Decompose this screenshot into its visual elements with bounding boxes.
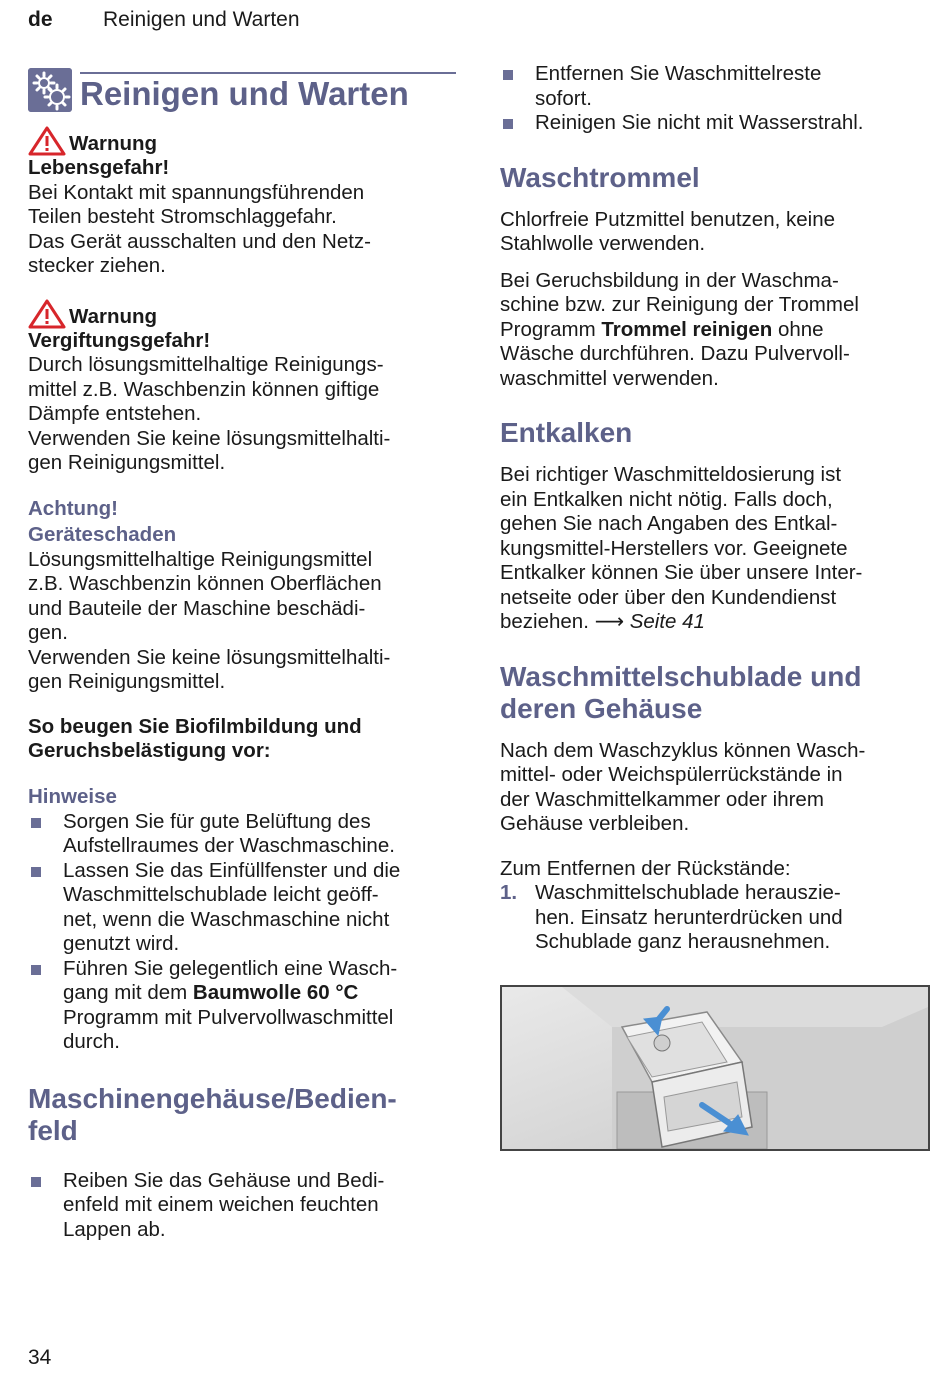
list-item: Entfernen Sie Waschmittelreste sofort. bbox=[500, 62, 930, 111]
warning-electric bbox=[28, 126, 456, 279]
list-item: Lassen Sie das Einfüllfenster und die Waschmittelschublade leicht geöff- net, wenn die Waschmaschine nicht genutzt wird. bbox=[28, 859, 456, 957]
list-item: Sorgen Sie für gute Belüftung des Aufstellraumes der Waschmaschine. bbox=[28, 810, 456, 859]
list-item: Reiben Sie das Gehäuse und Bedi- enfeld mit einem weichen feuchten Lappen ab. bbox=[28, 1169, 456, 1243]
warning-title: Lebensgefahr! bbox=[28, 156, 170, 179]
drum-title: Waschtrommel bbox=[500, 161, 700, 193]
drawer-text: Nach dem Waschzyklus können Wasch- mittel- oder Weichspülerrückstände in der Waschmittelkammer oder ihrem Gehäuse verbleiben. bbox=[500, 738, 866, 835]
section-header bbox=[28, 68, 456, 112]
page-reference-link[interactable]: Seite 41 bbox=[629, 610, 705, 633]
biofilm-heading: So beugen Sie Biofilmbildung und Geruchsbelästigung vor: bbox=[28, 714, 362, 762]
drawer-step: 1. Waschmittelschublade herauszie- hen. Einsatz herunterdrücken und Schublade ganz herausnehmen. bbox=[500, 881, 843, 953]
drum-text-1: Chlorfreie Putzmittel benutzen, keine Stahlwolle verwenden. bbox=[500, 207, 836, 255]
warning-poison bbox=[28, 299, 456, 476]
caution-block bbox=[28, 496, 456, 695]
section-title: Reinigen und Warten bbox=[80, 75, 409, 112]
descale-text: Bei richtiger Waschmitteldosierung ist ein Entkalken nicht nötig. Falls doch, gehen Sie nach Angaben des Entkal- kungsmittel-Herstellers vor. Geeignete Entkalker können Sie über unsere Inter- netseite oder über den Kundendienst beziehen. ⟶ Seite 41 bbox=[500, 463, 863, 633]
warning-triangle-icon bbox=[28, 126, 66, 156]
caution-text: Lösungsmittelhaltige Reinigungsmittel z.B. Waschbenzin können Oberflächen und Bauteile der Maschine beschädi- gen. Verwenden Sie keine lösungsmittelhalti- gen Reinigungsmittel. bbox=[28, 547, 391, 693]
descale-title: Entkalken bbox=[500, 417, 633, 448]
notes-block bbox=[28, 784, 456, 1055]
drawer-illustration bbox=[500, 985, 930, 1151]
program-name: Baumwolle 60 °C bbox=[192, 981, 359, 1004]
cleaning-list bbox=[500, 62, 930, 136]
step-number: 1. bbox=[500, 881, 518, 904]
header-title: Reinigen und Warten bbox=[103, 8, 300, 31]
warning-text: Bei Kontakt mit spannungsführenden Teilen besteht Stromschlaggefahr. Das Gerät ausschalten und den Netz- stecker ziehen. bbox=[28, 180, 371, 277]
header-lang: de bbox=[28, 8, 53, 31]
drum-text-2: Bei Geruchsbildung in der Waschma- schine bzw. zur Reinigung der Trommel Programm Trommel reinigen ohne Wäsche durchführen. Dazu Pulvervoll- waschmittel verwenden. bbox=[500, 268, 859, 390]
warning-triangle-icon bbox=[28, 299, 66, 329]
caution-title: Geräteschaden bbox=[28, 522, 177, 546]
housing-title: Maschinengehäuse/Bedien- feld bbox=[28, 1082, 397, 1146]
warning-text: Durch lösungsmittelhaltige Reinigungs- mittel z.B. Waschbenzin können giftige Dämpfe entstehen. Verwenden Sie keine lösungsmittelhalti- gen Reinigungsmittel. bbox=[28, 353, 391, 474]
warning-label: Warnung bbox=[69, 132, 158, 155]
warning-label: Warnung bbox=[69, 304, 158, 328]
drawer-title: Waschmittelschublade und deren Gehäuse bbox=[500, 660, 862, 724]
left-column bbox=[28, 68, 456, 1242]
list-item: Reinigen Sie nicht mit Wasserstrahl. bbox=[500, 111, 930, 136]
warning-title: Vergiftungsgefahr! bbox=[28, 328, 211, 352]
drawer-removal-diagram bbox=[502, 987, 928, 1149]
page-number: 34 bbox=[28, 1346, 52, 1369]
list-item: Führen Sie gelegentlich eine Wasch- gang mit dem Baumwolle 60 °C Programm mit Pulvervollwaschmittel durch. bbox=[28, 957, 456, 1055]
drawer-intro: Zum Entfernen der Rückstände: bbox=[500, 856, 791, 880]
arrow-right-icon: ⟶ bbox=[594, 610, 624, 633]
right-column bbox=[500, 62, 930, 955]
housing-list bbox=[28, 1169, 456, 1243]
gears-icon bbox=[28, 68, 72, 112]
program-name: Trommel reinigen bbox=[601, 317, 773, 341]
notes-title: Hinweise bbox=[28, 784, 117, 808]
caution-label: Achtung! bbox=[28, 496, 118, 520]
